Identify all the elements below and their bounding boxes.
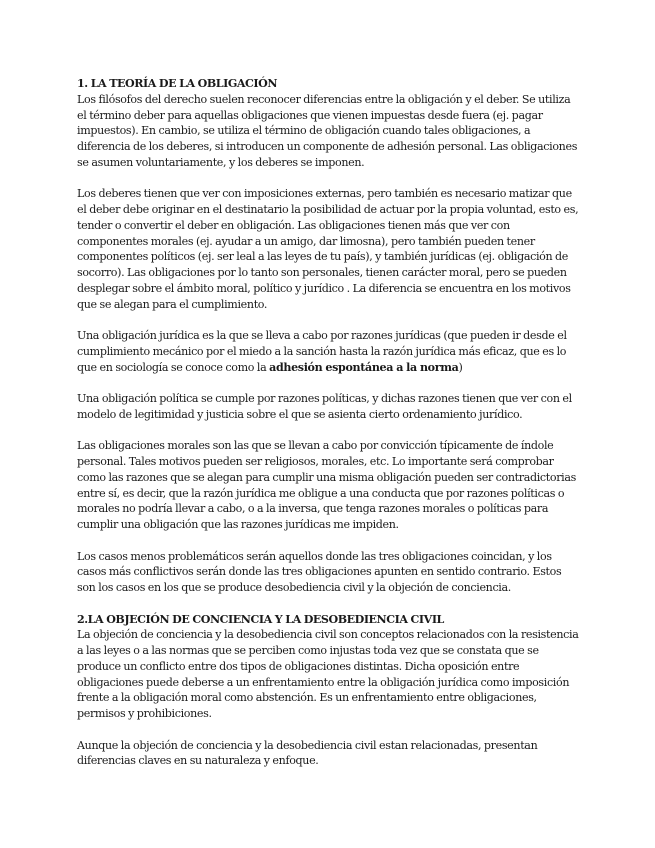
section-2-paragraph-1: La objeción de conciencia y la desobediencia civil son conceptos relacionados con la resistencia a las leyes o a las normas que se perciben como injustas toda vez que se constata que se produce un conflicto entre dos tipos de obligaciones distintas. Dicha oposición entre obligaciones puede deberse a un enfrentamiento entre la obligación jurídica como imposición frente a la obligación moral como abstención. Es un enfrentamiento entre obligaciones, permisos y prohibiciones. (77, 628, 579, 720)
paragraph-3-text-after: ) (458, 360, 463, 374)
document-page (77, 76, 582, 785)
section-1-paragraph-5: Las obligaciones morales son las que se llevan a cabo por convicción típicamente de índole personal. Tales motivos pueden ser religiosos, morales, etc. Lo importante será comprobar como las razones que se alegan para cumplir una misma obligación pueden ser contradictorias entre sí, es decir, que la razón jurídica me obligue a una conducta que por razones políticas o morales no podría llevar a cabo, o a la inversa, que tenga razones morales o políticas para cumplir una obligación que las razones jurídicas me impiden. (77, 439, 576, 531)
section-1-paragraph-1: Los filósofos del derecho suelen reconocer diferencias entre la obligación y el deber. Se utiliza el término deber para aquellas obligaciones que vienen impuestas desde fuera (ej. pagar impuestos). En cambio, se utiliza el término de obligación cuando tales obligaciones, a diferencia de los deberes, si introducen un componente de adhesión personal. Las obligaciones se asumen voluntariamente, y los deberes se imponen. (77, 92, 578, 169)
section-1-title: 1. LA TEORÍA DE LA OBLIGACIÓN (77, 77, 278, 90)
section-1-paragraph-2: Los deberes tienen que ver con imposiciones externas, pero también es necesario matizar que el deber debe originar en el destinatario la posibilidad de actuar por la propia voluntad, esto es, tender o convertir el deber en obligación. Las obligaciones tienen más que ver con componentes morales (ej. ayudar a un amigo, dar limosna), pero también pueden tener componentes políticos (ej. ser leal a las leyes de tu país), y también jurídicas (ej. obligación de socorro). Las obligaciones por lo tanto son personales, tienen carácter moral, pero se pueden desplegar sobre el ámbito moral, político y jurídico . La diferencia se encuentra en los motivos que se alegan para el cumplimiento. (77, 187, 579, 311)
section-1-paragraph-4: Una obligación política se cumple por razones políticas, y dichas razones tienen que ver con el modelo de legitimidad y justicia sobre el que se asienta cierto ordenamiento jurídico. (77, 392, 572, 421)
paragraph-3-text-before: Una obligación jurídica es la que se lleva a cabo por razones jurídicas (que pueden ir desde el cumplimiento mecánico por el miedo a la sanción hasta la razón jurídica más eficaz, que es lo que en sociología se conoce como la (77, 329, 567, 374)
section-1-paragraph-3 (77, 328, 582, 375)
section-1-paragraph-6: Los casos menos problemáticos serán aquellos donde las tres obligaciones coincidan, y los casos más conflictivos serán donde las tres obligaciones apunten en sentido contrario. Estos son los casos en los que se produce desobediencia civil y la objeción de conciencia. (77, 549, 562, 594)
section-2-paragraph-2: Aunque la objeción de conciencia y la desobediencia civil estan relacionadas, presentan diferencias claves en su naturaleza y enfoque. (77, 738, 538, 768)
section-2-title: 2.LA OBJECIÓN DE CONCIENCIA Y LA DESOBEDIENCIA CIVIL (77, 612, 444, 626)
paragraph-3-bold-term: adhesión espontánea a la norma (269, 360, 459, 374)
